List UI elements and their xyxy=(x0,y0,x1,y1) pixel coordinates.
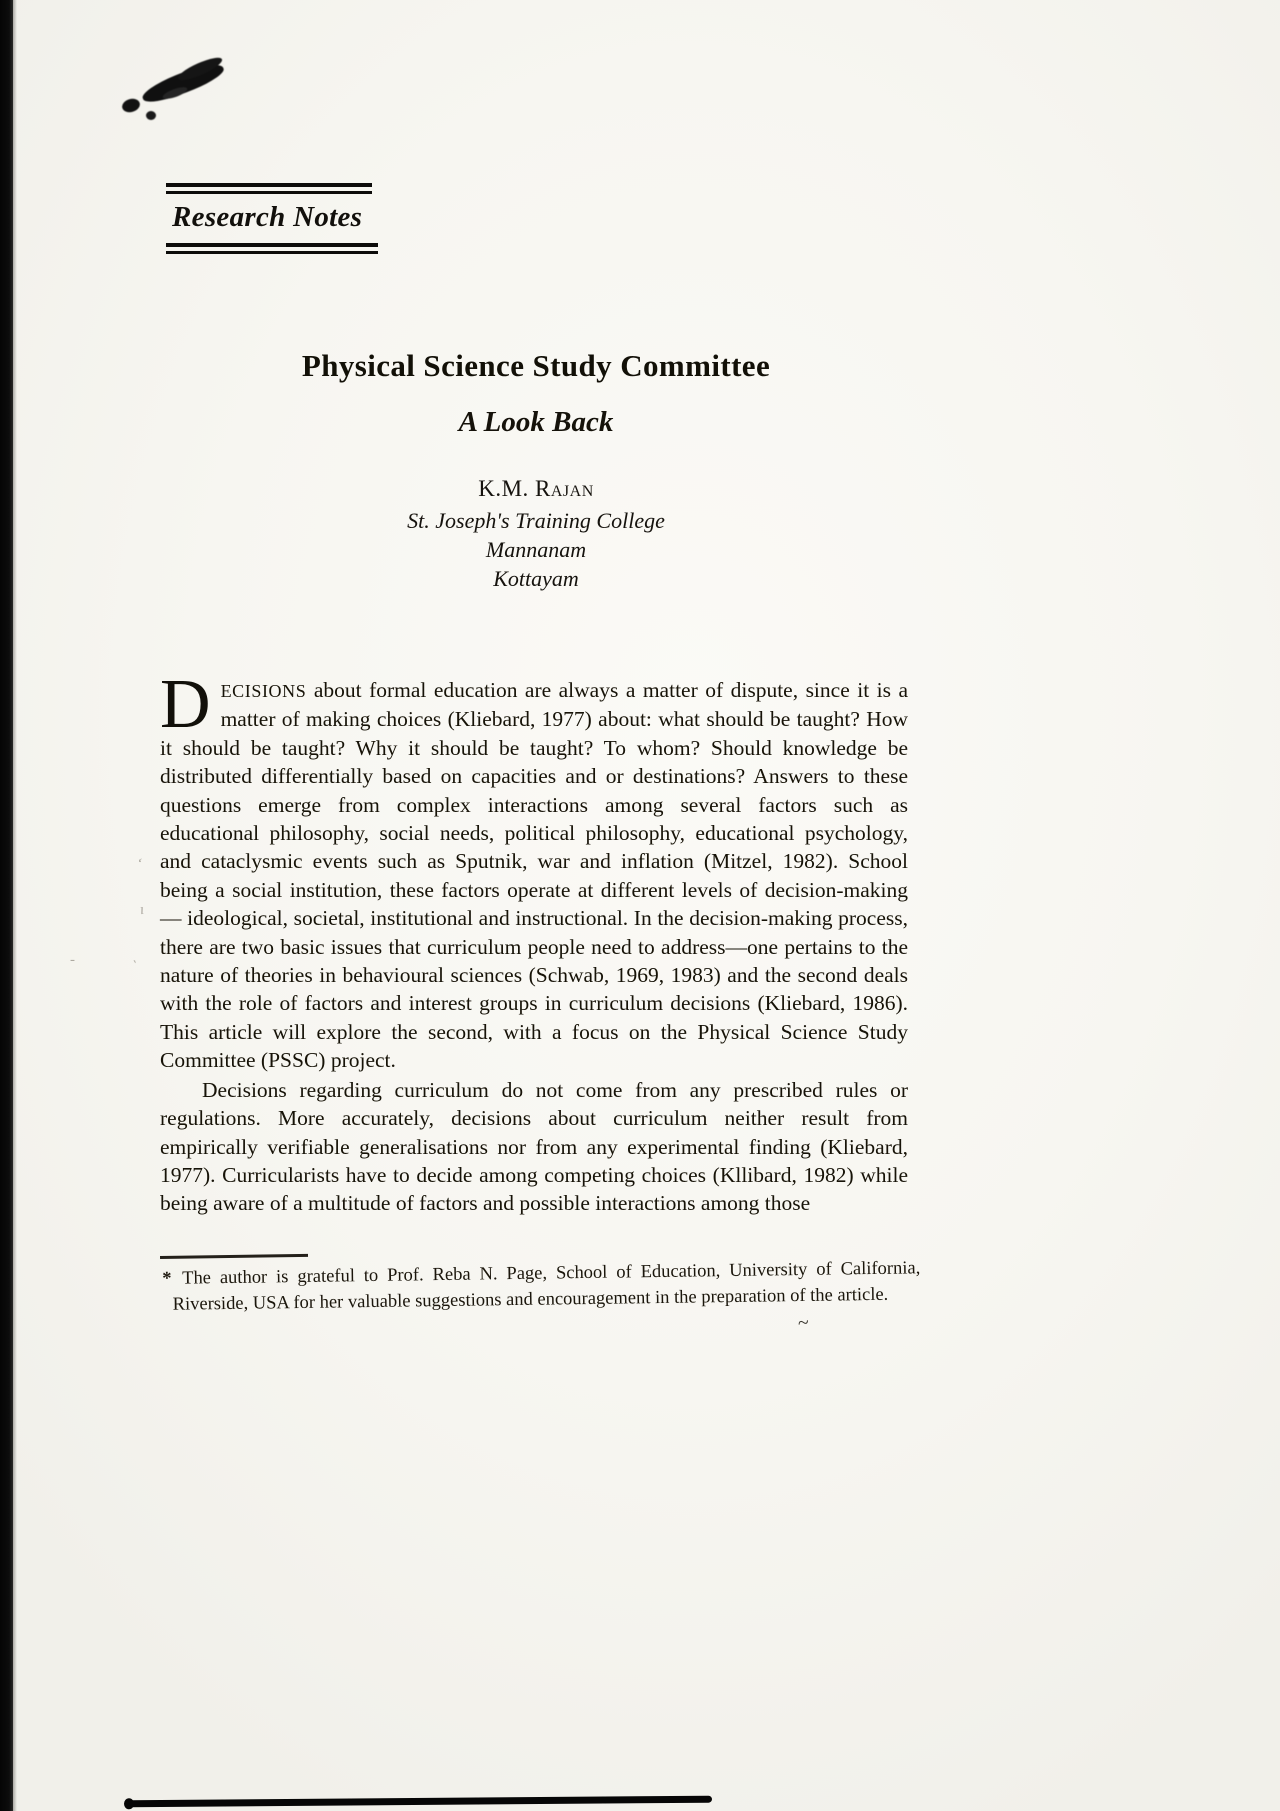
footnote-block xyxy=(158,1245,921,1317)
scan-margin-artifact: ʻ xyxy=(134,855,143,873)
scan-stray-mark: ~ xyxy=(796,1311,810,1335)
ink-smudge xyxy=(112,55,242,135)
author-name: K.M. Rajan xyxy=(478,476,594,501)
article-subtitle: A Look Back xyxy=(458,406,614,438)
scan-edge-artifact xyxy=(0,0,13,1811)
footnote-text-line xyxy=(158,1255,921,1318)
section-header xyxy=(166,183,372,254)
headline-block xyxy=(160,348,912,439)
paragraph-one-text: about formal education are always a matter of dispute, since it is a matter of making choices (Kliebard, 1977) about: what should be taught? How it should be taught? Why it should be taught? To whom? Should knowledge be distributed differentially based on capacities and or destinations? Answers to these questions emerge from complex interactions among several factors such as educational philosophy, social needs, political philosophy, educational psychology, and cataclysmic events such as Sputnik, war and inflation (Mitzel, 1982). School being a social institution, these factors operate at different levels of decision-making — ideological, societal, institutional and instructional. In the decision-making process, there are two basic issues that curriculum people need to address—one pertains to the nature of theories in behavioural sciences (Schwab, 1969, 1983) and the second deals with the role of factors and interest groups in curriculum decisions (Kliebard, 1986). This article will explore the second, with a focus on the Physical Science Study Committee (PSSC) project. xyxy=(160,678,908,1073)
scan-margin-artifact: ı xyxy=(138,901,146,919)
drop-cap: D xyxy=(160,666,211,743)
affiliation-city: Kottayam xyxy=(493,566,579,591)
article-title: Physical Science Study Committee xyxy=(301,348,771,383)
affiliation-college: St. Joseph's Training College xyxy=(407,508,665,533)
ink-smudge-blob xyxy=(146,111,156,120)
footnote-marker: * xyxy=(162,1268,172,1289)
footnote-separator-rule xyxy=(160,1254,308,1259)
article-body xyxy=(160,666,908,1218)
section-rule-top xyxy=(166,183,372,187)
paragraph-one-first-word: ECISIONS xyxy=(220,681,307,701)
section-rules-bottom xyxy=(166,243,378,254)
scan-margin-artifact: ˎ xyxy=(131,947,142,965)
affiliation-place: Mannanam xyxy=(485,537,587,562)
section-rule-bottom xyxy=(166,243,378,247)
scan-margin-artifact: - xyxy=(70,952,75,968)
section-rule-bottom-thin xyxy=(166,251,378,254)
byline-block xyxy=(160,476,912,593)
paragraph-two: Decisions regarding curriculum do not come from any prescribed rules or regulations. More accurately, decisions about curriculum neither result from empirically verifiable generalisations nor from any experimental finding (Kliebard, 1977). Curricularists have to decide among competing choices (Kllibard, 1982) while being aware of a multitude of factors and possible interactions among those xyxy=(160,1077,908,1216)
scan-bottom-edge-artifact xyxy=(126,1796,712,1808)
footnote-text: The author is grateful to Prof. Reba N. Page, School of Education, University of California, Riverside, USA for her valuable suggestions and encouragement in the preparation of the article. xyxy=(172,1257,921,1315)
paragraph-one xyxy=(160,666,908,1075)
ink-smudge-blob xyxy=(121,97,142,114)
section-label: Research Notes xyxy=(172,201,363,233)
